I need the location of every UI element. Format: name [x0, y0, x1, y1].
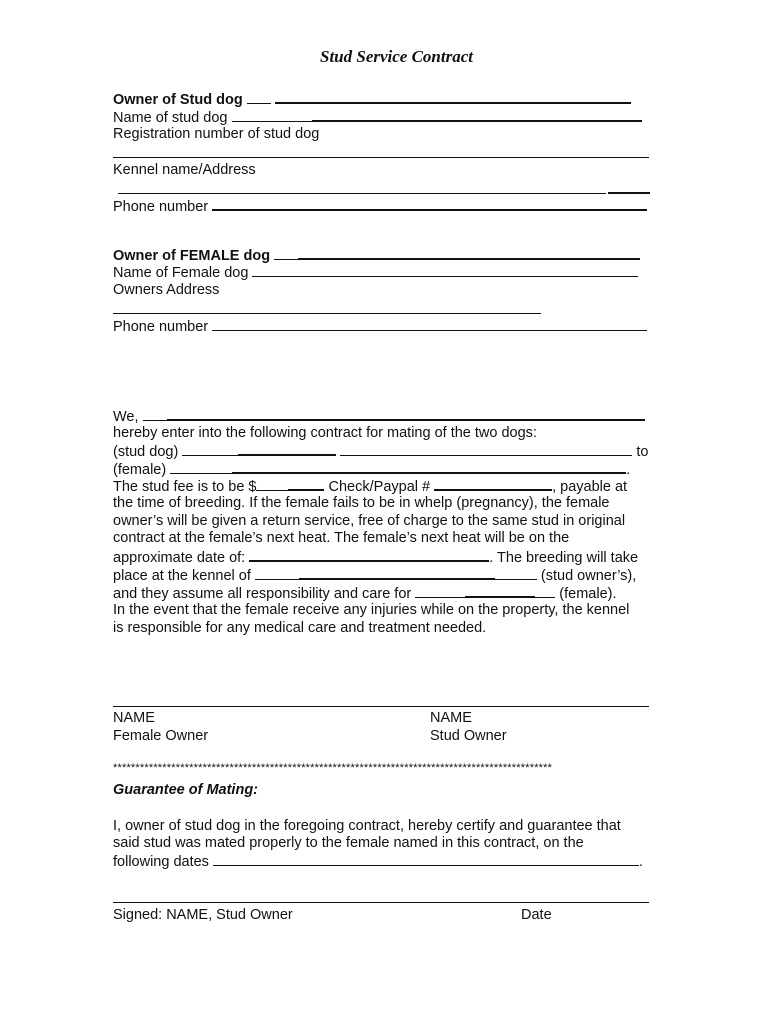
kennel-of-blank-end[interactable]: [495, 566, 537, 580]
assume-line: and they assume all responsibility and care for (female).: [113, 583, 617, 603]
kennel-field-end[interactable]: [608, 192, 650, 194]
contract-injuries: In the event that the female receive any injuries while on the property, the kennel: [113, 602, 630, 618]
female-dog-name-line: Name of Female dog: [113, 263, 638, 282]
signature-line[interactable]: [113, 706, 649, 707]
stud-owner-role: Stud Owner: [430, 728, 507, 744]
female-dog-name-field[interactable]: [318, 263, 638, 277]
female-line: (female) .: [113, 459, 630, 479]
kennel-of-line: place at the kennel of (stud owner’s),: [113, 565, 636, 585]
fee-amount-field[interactable]: [288, 476, 324, 491]
female-owner-label: Owner of FEMALE dog: [113, 245, 640, 265]
stud-dog-blank-short[interactable]: [182, 442, 238, 456]
signed-stud-owner: Signed: NAME, Stud Owner: [113, 907, 293, 923]
stud-phone-field[interactable]: [212, 196, 647, 211]
registration-field[interactable]: [113, 157, 649, 158]
stud-dog-name-line: Name of stud dog: [113, 107, 642, 127]
female-blank-short[interactable]: [170, 460, 232, 474]
mating-dates-field[interactable]: [213, 852, 639, 866]
guarantee-signature-line[interactable]: [113, 902, 649, 903]
guarantee-line-3: following dates .: [113, 854, 643, 870]
assume-blank-short[interactable]: [415, 584, 465, 598]
contract-line-breeding: the time of breeding. If the female fails to be in whelp (pregnancy), the female: [113, 495, 610, 511]
owners-address-label: Owners Address: [113, 282, 220, 298]
stud-dog-field-mid[interactable]: [238, 441, 336, 456]
contract-responsible: is responsible for any medical care and treatment needed.: [113, 620, 487, 636]
stud-dog-name-field[interactable]: [312, 107, 642, 122]
female-owner-role: Female Owner: [113, 728, 209, 744]
we-line: We,: [113, 406, 645, 426]
female-owner-field[interactable]: [298, 245, 640, 260]
owners-address-field[interactable]: [113, 313, 541, 314]
stud-owner-blank-short[interactable]: [247, 90, 271, 104]
fee-line: The stud fee is to be $ Check/Paypal # , payable at: [113, 476, 627, 496]
stud-dog-line: (stud dog) to: [113, 441, 648, 461]
registration-label: Registration number of stud dog: [113, 126, 320, 142]
female-dog-name-blank-short[interactable]: [252, 263, 318, 277]
approx-date-field[interactable]: [249, 547, 489, 562]
we-blank-short[interactable]: [143, 407, 167, 421]
stud-dog-name-blank-short[interactable]: [232, 108, 312, 122]
female-owner-blank-short[interactable]: [274, 246, 298, 260]
stud-dog-field[interactable]: [340, 442, 632, 456]
guarantee-heading: Guarantee of Mating:: [113, 782, 259, 798]
stud-phone-line: Phone number: [113, 196, 647, 216]
contract-line-owner: owner’s will be given a return service, free of charge to the same stud in original: [113, 513, 626, 529]
stud-owner-name: NAME: [430, 710, 472, 726]
assume-blank-end[interactable]: [535, 584, 555, 598]
separator-stars: **************************************************************************************************: [113, 762, 553, 774]
female-field[interactable]: [232, 459, 626, 474]
check-paypal-field[interactable]: [434, 476, 552, 491]
stud-owner-field[interactable]: [275, 89, 631, 104]
assume-field[interactable]: [465, 583, 535, 598]
approx-date-line: approximate date of: . The breeding will take: [113, 547, 638, 567]
kennel-of-blank-short[interactable]: [255, 566, 299, 580]
document-title: Stud Service Contract: [319, 47, 473, 66]
contract-intro: hereby enter into the following contract for mating of the two dogs:: [113, 425, 537, 441]
fee-blank-short[interactable]: [256, 477, 288, 491]
kennel-of-field[interactable]: [299, 565, 495, 580]
female-phone-line: Phone number: [113, 317, 647, 336]
guarantee-line-2: said stud was mated properly to the female named in this contract, on the: [113, 835, 584, 851]
female-phone-field[interactable]: [212, 317, 647, 331]
female-owner-name: NAME: [113, 710, 155, 726]
kennel-label: Kennel name/Address: [113, 162, 256, 178]
guarantee-line-1: I, owner of stud dog in the foregoing contract, hereby certify and guarantee that: [113, 818, 621, 834]
we-names-field[interactable]: [167, 406, 645, 421]
stud-owner-label: Owner of Stud dog: [113, 89, 631, 109]
contract-line-heat: contract at the female’s next heat. The female’s next heat will be on the: [113, 530, 570, 546]
kennel-field[interactable]: [118, 193, 606, 194]
date-label: Date: [521, 907, 552, 923]
